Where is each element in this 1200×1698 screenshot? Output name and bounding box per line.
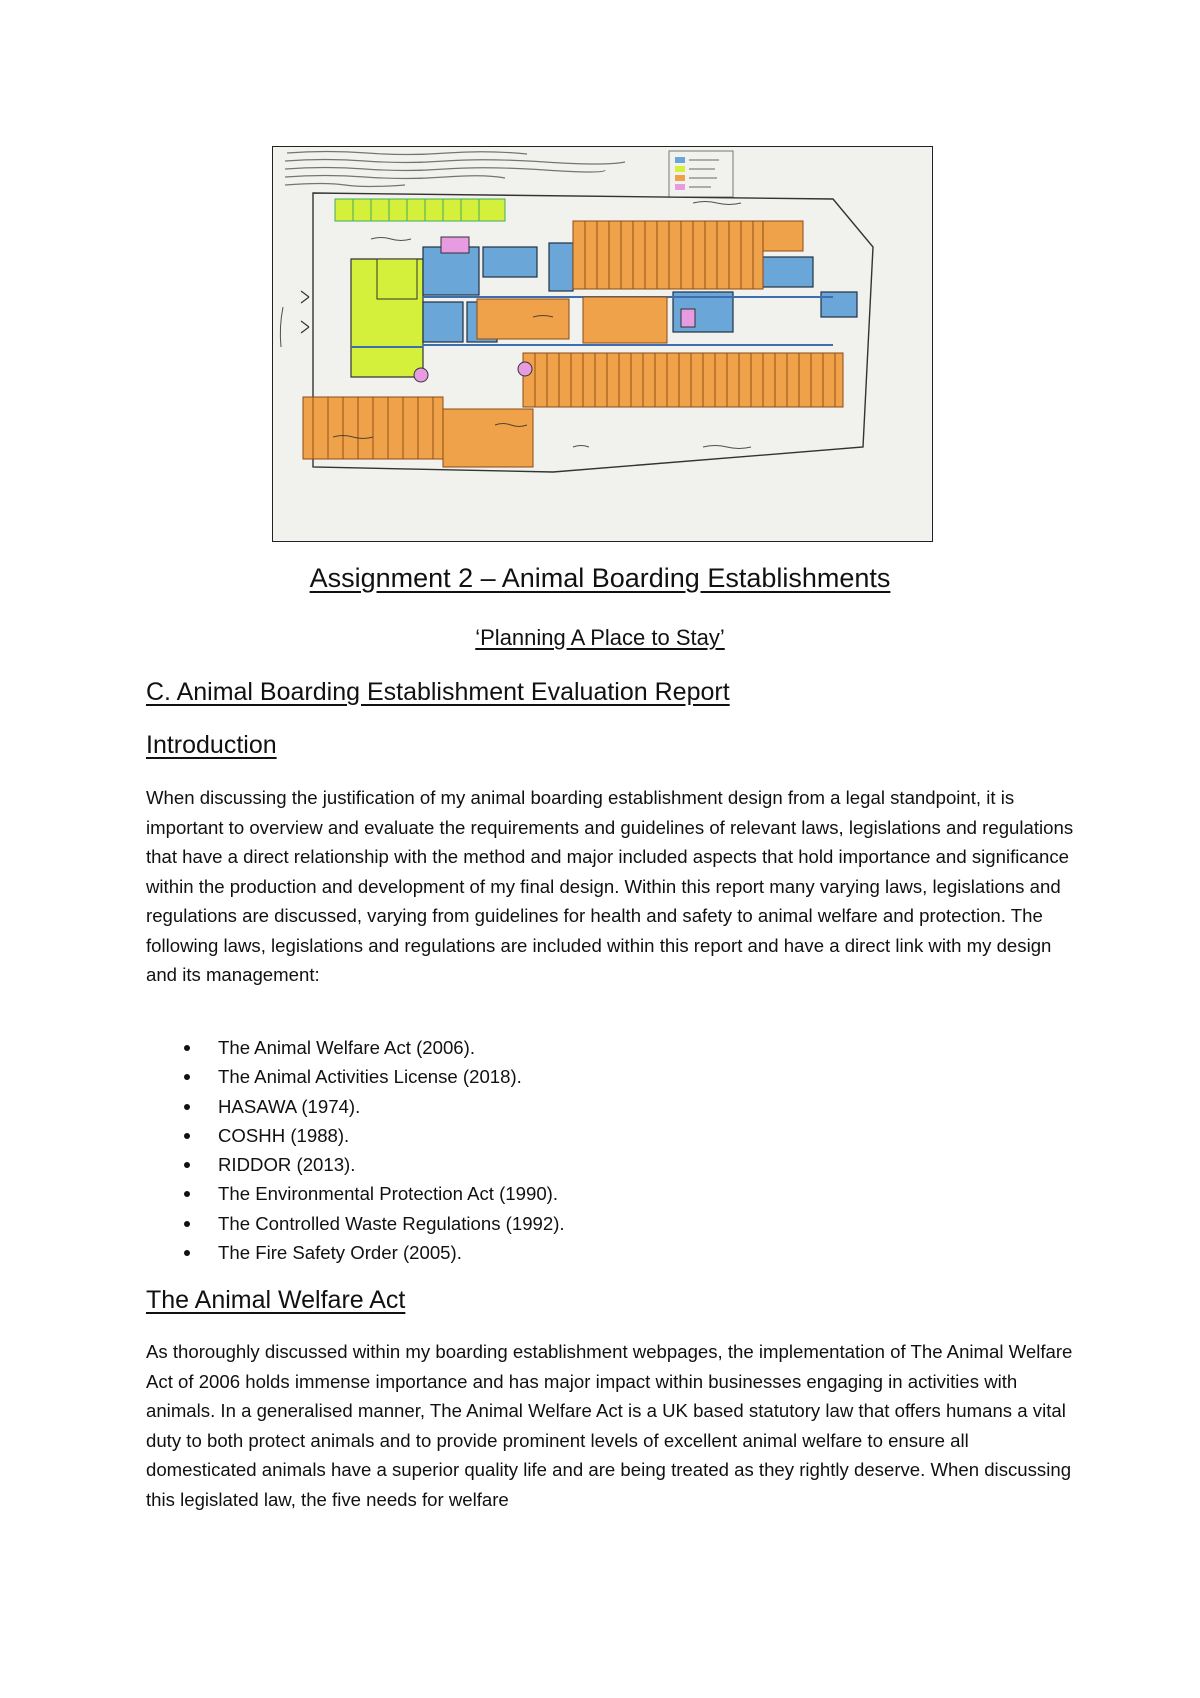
list-item-text: The Animal Welfare Act (2006). <box>218 1037 475 1058</box>
list-item <box>146 1033 565 1062</box>
bullet-icon <box>184 1133 190 1139</box>
page-subtitle: ‘Planning A Place to Stay’ <box>475 625 725 650</box>
animal-welfare-act-paragraph: As thoroughly discussed within my boarding establishment webpages, the implementation of The Animal Welfare Act of 2006 holds immense importance and has major impact within businesses engaging in activities with animals. In a generalised manner, The Animal Welfare Act is a UK based statutory law that offers humans a vital duty to both protect animals and to provide prominent levels of excellent animal welfare to ensure all domesticated animals have a superior quality life and are being treated as they rightly deserve. When discussing this legislated law, the five needs for welfare <box>146 1341 1073 1510</box>
section-heading: C. Animal Boarding Establishment Evaluation Report <box>146 678 730 706</box>
list-item <box>146 1209 565 1238</box>
bullet-icon <box>184 1250 190 1256</box>
list-item-text: The Controlled Waste Regulations (1992). <box>218 1212 565 1234</box>
bullet-icon <box>184 1045 190 1051</box>
list-item <box>146 1150 565 1179</box>
list-item-text: COSHH (1988). <box>218 1124 350 1146</box>
floor-plan-drawing <box>273 147 931 540</box>
list-item-text: RIDDOR (2013). <box>218 1154 356 1176</box>
animal-welfare-act-heading: The Animal Welfare Act <box>146 1286 406 1314</box>
list-item <box>146 1062 565 1091</box>
list-item-text: The Animal Activities License (2018). <box>218 1066 522 1088</box>
floor-plan-photo <box>272 146 933 542</box>
list-item <box>146 1092 565 1121</box>
bullet-icon <box>184 1162 190 1168</box>
list-item <box>146 1238 565 1267</box>
list-item-text: HASAWA (1974). <box>218 1095 361 1117</box>
bullet-icon <box>184 1074 190 1080</box>
introduction-paragraph: When discussing the justification of my animal boarding establishment design from a legal standpoint, it is important to overview and evaluate the requirements and guidelines of relevant laws, legislations and regulations that have a direct relationship with the method and major included aspects that hold importance and significance within the production and development of my final design. Within this report many varying laws, legislations and regulations are discussed, varying from guidelines for health and safety to animal welfare and protection. The following laws, legislations and regulations are included within this report and have a direct link with my design and its management: <box>146 787 1074 985</box>
list-item <box>146 1179 565 1208</box>
list-item <box>146 1121 565 1150</box>
legislation-list <box>146 1033 565 1267</box>
list-item-text: The Fire Safety Order (2005). <box>218 1242 462 1264</box>
bullet-icon <box>184 1221 190 1227</box>
bullet-icon <box>184 1191 190 1197</box>
bullet-icon <box>184 1104 190 1110</box>
introduction-heading: Introduction <box>146 731 277 759</box>
page-title: Assignment 2 – Animal Boarding Establishments <box>309 563 891 593</box>
list-item-text: The Environmental Protection Act (1990). <box>218 1183 559 1205</box>
